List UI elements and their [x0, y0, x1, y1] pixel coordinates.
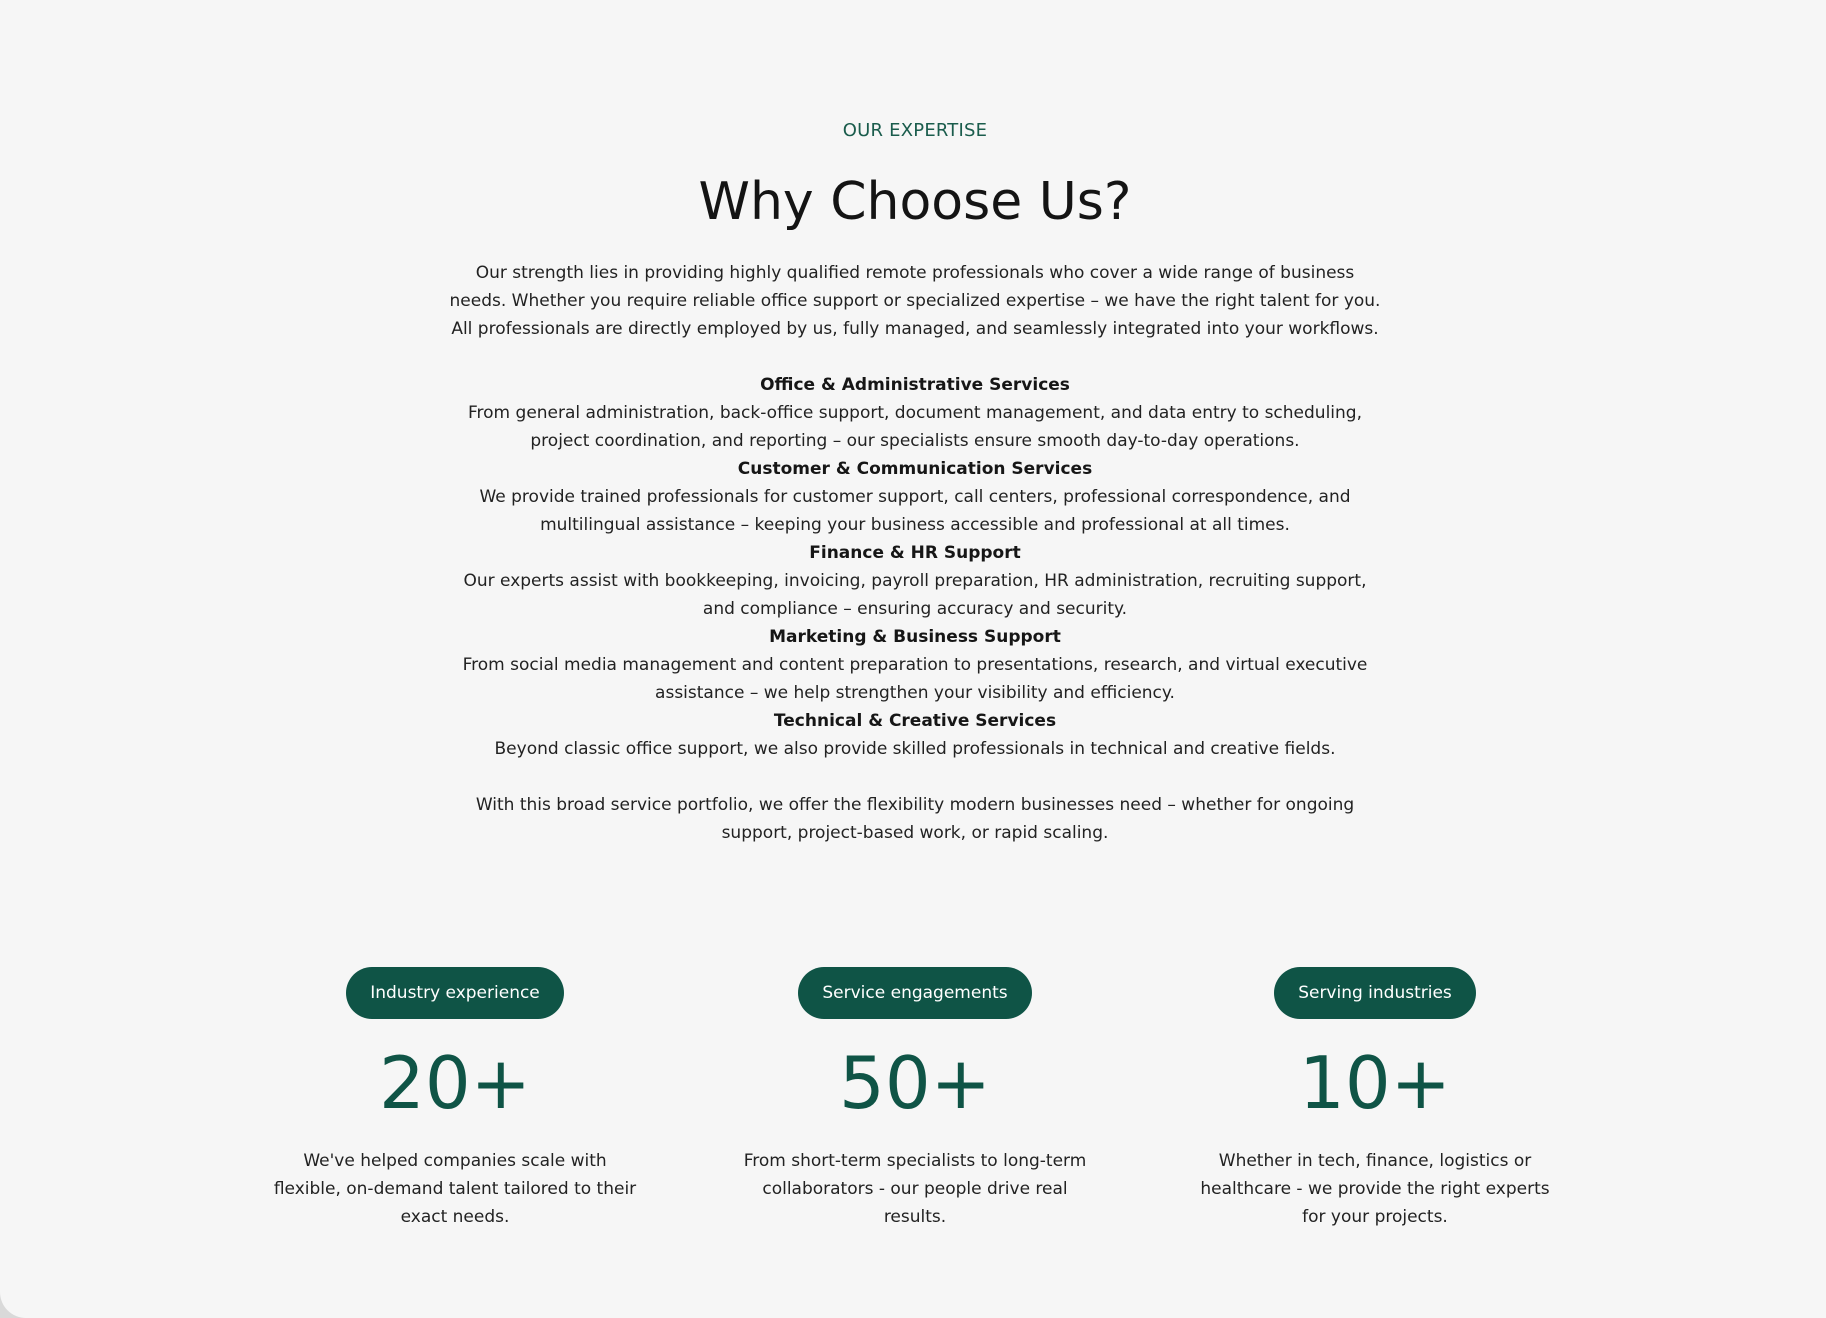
- stat-pill-service-engagements: Service engagements: [798, 967, 1031, 1019]
- stat-industry-experience: [265, 967, 645, 1231]
- closing-paragraph: With this broad service portfolio, we offer the flexibility modern businesses need – whether for ongoing support, project-based work, or rapid scaling.: [475, 795, 1355, 843]
- stat-description-serving-industries: Whether in tech, finance, logistics or healthcare - we provide the right experts for your projects.: [1200, 1151, 1550, 1227]
- stat-value-industry-experience: 20+: [379, 1041, 531, 1125]
- stat-pill-serving-industries: Serving industries: [1274, 967, 1476, 1019]
- stat-value-serving-industries: 10+: [1299, 1041, 1451, 1125]
- service-text-marketing: From social media management and content preparation to presentations, research, and virtual executive assistance – we help strengthen your visibility and efficiency.: [462, 655, 1368, 703]
- stat-description-service-engagements: From short-term specialists to long-term collaborators - our people drive real results.: [743, 1151, 1087, 1227]
- stat-pill-industry-experience: Industry experience: [346, 967, 564, 1019]
- service-title-finance: Finance & HR Support: [809, 543, 1021, 563]
- section-eyebrow: OUR EXPERTISE: [842, 120, 988, 141]
- stats-row: [0, 967, 1826, 1227]
- stat-service-engagements: [725, 967, 1105, 1231]
- service-text-finance: Our experts assist with bookkeeping, invoicing, payroll preparation, HR administration, recruiting support, and compliance – ensuring accuracy and security.: [463, 571, 1367, 619]
- service-title-office: Office & Administrative Services: [760, 375, 1070, 395]
- service-title-customer: Customer & Communication Services: [737, 459, 1093, 479]
- section-title: Why Choose Us?: [698, 172, 1132, 232]
- service-title-technical: Technical & Creative Services: [773, 711, 1057, 731]
- service-title-marketing: Marketing & Business Support: [769, 627, 1061, 647]
- stat-description-industry-experience: We've helped companies scale with flexible, on-demand talent tailored to their exact needs.: [273, 1151, 637, 1227]
- intro-paragraph: Our strength lies in providing highly qualified remote professionals who cover a wide range of business needs. Whether you require reliable office support or specialized expertise – we have the right talent for you. All professionals are directly employed by us, fully managed, and seamlessly integrated into your workflows.: [449, 263, 1381, 339]
- spacer: [445, 343, 1385, 371]
- spacer: [445, 763, 1385, 791]
- service-text-customer: We provide trained professionals for customer support, call centers, professional correspondence, and multilingual assistance – keeping your business accessible and professional at all times.: [479, 487, 1351, 535]
- service-text-office: From general administration, back-office support, document management, and data entry to scheduling, project coordination, and reporting – our specialists ensure smooth day-to-day operations.: [468, 403, 1362, 451]
- service-text-technical: Beyond classic office support, we also provide skilled professionals in technical and creative fields.: [494, 739, 1336, 759]
- expertise-content: [445, 259, 1385, 847]
- stat-serving-industries: [1185, 967, 1565, 1231]
- stat-value-service-engagements: 50+: [839, 1041, 991, 1125]
